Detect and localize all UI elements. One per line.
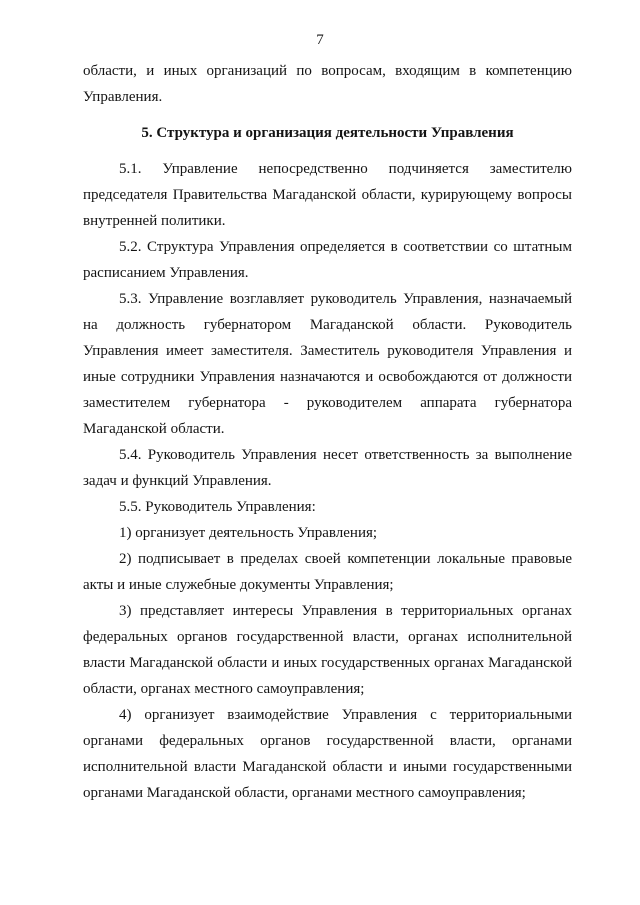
intro-paragraph: области, и иных организаций по вопросам, входящим в компетенцию Управления. (83, 63, 572, 105)
list-item-1: 1) организует деятельность Управления; (119, 525, 378, 541)
paragraph-5-4: 5.4. Руководитель Управления несет ответственность за выполнение задач и функций Управления. (83, 447, 572, 489)
document-body (83, 58, 572, 806)
paragraph-5-2: 5.2. Структура Управления определяется в соответствии со штатным расписанием Управления. (83, 239, 572, 281)
paragraph-5-1: 5.1. Управление непосредственно подчиняется заместителю председателя Правительства Магаданской области, курирующему вопросы внутренней политики. (83, 161, 572, 229)
list-item-3: 3) представляет интересы Управления в территориальных органах федеральных органов государственной власти, органах исполнительной власти Магаданской области и иных государственных органах Магаданской области, органах местного самоуправления; (83, 603, 572, 697)
section-heading: 5. Структура и организация деятельности Управления (141, 125, 514, 141)
paragraph-5-3: 5.3. Управление возглавляет руководитель Управления, назначаемый на должность губернатором Магаданской области. Руководитель Управления имеет заместителя. Заместитель руководителя Управления и иные сотрудники Управления назначаются и освобождаются от должности заместителем губернатора - руководителем аппарата губернатора Магаданской области. (83, 291, 572, 437)
list-item-4: 4) организует взаимодействие Управления с территориальными органами федеральных органов государственной власти, органами исполнительной власти Магаданской области и иными государственными органами Магаданской области, органами местного самоуправления; (83, 707, 572, 801)
paragraph-5-5: 5.5. Руководитель Управления: (119, 499, 316, 515)
list-item-2: 2) подписывает в пределах своей компетенции локальные правовые акты и иные служебные документы Управления; (83, 551, 572, 593)
page-number: 7 (316, 32, 324, 48)
